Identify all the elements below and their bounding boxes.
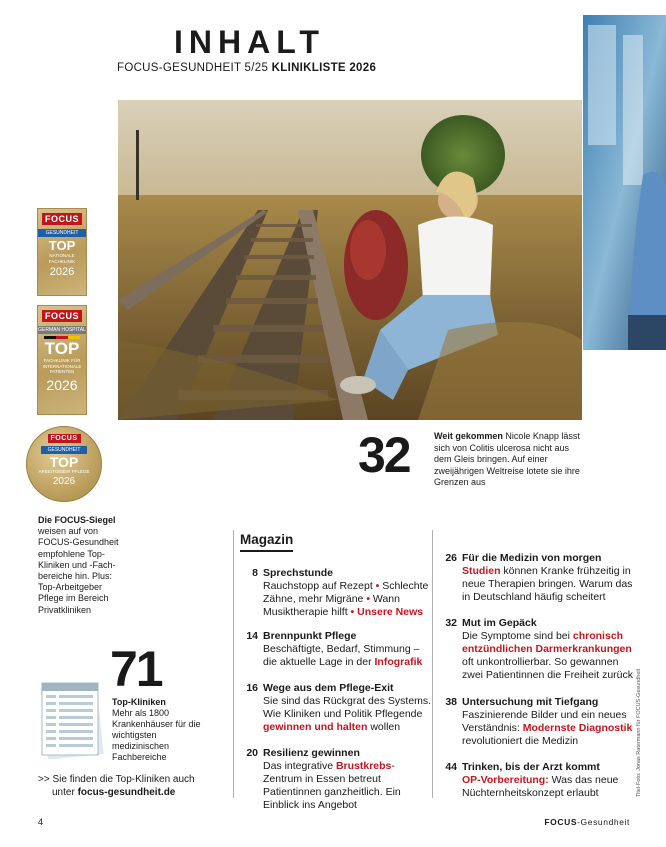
badge-text: ARBEITGEBER PFLEGE bbox=[38, 469, 90, 474]
bullet: • bbox=[350, 606, 355, 618]
toc-text: wollen bbox=[367, 721, 401, 733]
toc-title: Untersuchung mit Tiefgang bbox=[462, 696, 599, 708]
toc-highlight: OP-Vorbereitung: bbox=[462, 774, 549, 786]
badge-ribbon: GERMAN HOSPITAL bbox=[38, 327, 86, 333]
toc-title: Resilienz gewinnen bbox=[263, 747, 360, 759]
toc-title: Für die Medizin von morgen bbox=[462, 552, 602, 564]
toc-text: oft unkontrollierbar. So gewannen zwei Patientinnen die Freiheit zurück bbox=[462, 656, 634, 681]
toc-title: Wege aus dem Pflege-Exit bbox=[263, 682, 394, 694]
toc-text: Sie sind das Rückgrat des Systems. Wie Kliniken und Politik Pflegende bbox=[263, 695, 432, 720]
toc-title: Sprechstunde bbox=[263, 567, 334, 579]
toc-text: Rauchstopp auf Rezept bbox=[263, 580, 376, 592]
toc-item[interactable] bbox=[236, 630, 433, 669]
focus-logo: FOCUS bbox=[42, 213, 82, 225]
toc-title: Mut im Gepäck bbox=[462, 617, 537, 629]
siegel-text: weisen auf von FOCUS-Gesundheit empfohlene Top-Kliniken und -Fachbereiche hin. Plus: Top-Arbeitgeber Pflege im Bereich Privatkliniken bbox=[38, 526, 119, 615]
bullet: • bbox=[366, 593, 370, 605]
kliniken-note bbox=[112, 697, 212, 763]
toc-text: Faszinierende Bilder und ein neues Verständnis: bbox=[462, 709, 627, 734]
badge-top: TOP bbox=[48, 238, 76, 253]
toc-page: 38 bbox=[445, 696, 457, 708]
toc-item[interactable] bbox=[236, 747, 433, 812]
badge-year: 2026 bbox=[52, 475, 76, 487]
badge-ribbon: GESUNDHEIT bbox=[38, 229, 86, 237]
toc-page: 20 bbox=[246, 747, 258, 759]
toc-item[interactable] bbox=[435, 617, 637, 682]
toc-text: Wann Musiktherapie hilft bbox=[263, 593, 400, 618]
badge-ribbon: GESUNDHEIT bbox=[41, 446, 87, 454]
badge-international-patients bbox=[37, 305, 87, 415]
website-hint bbox=[38, 773, 228, 799]
story-teaser bbox=[434, 431, 584, 489]
badge-top: TOP bbox=[44, 339, 80, 358]
kliniken-page-number: 71 bbox=[110, 641, 162, 697]
kliniken-text: Mehr als 1800 Krankenhäuser für die wichtigsten medizinischen Fachbereiche bbox=[112, 708, 201, 762]
toc-highlight: Infografik bbox=[374, 656, 423, 668]
website-link[interactable]: focus-gesundheit.de bbox=[77, 787, 176, 798]
magazin-heading: Magazin bbox=[240, 532, 293, 552]
kliniken-lead: Top-Kliniken bbox=[112, 697, 166, 707]
badge-top-arbeitgeber bbox=[26, 426, 102, 502]
toc-text: Schlechte Zähne, mehr Migräne bbox=[263, 580, 429, 605]
toc-highlight: gewinnen und halten bbox=[263, 721, 368, 733]
bullet: • bbox=[375, 580, 380, 592]
toc-page: 26 bbox=[445, 552, 457, 564]
toc-page: 32 bbox=[445, 617, 457, 629]
focus-logo: FOCUS bbox=[48, 434, 81, 443]
badge-text: FACHKLINIK FÜR INTERNATIONALE PATIENTEN bbox=[42, 358, 82, 374]
badge-top: TOP bbox=[49, 454, 79, 470]
story-text: Nicole Knapp lässt sich von Colitis ulcerosa nicht aus dem Gleis bringen. Auf einer zweijährigen Weltreise lotete sie ihre Grenzen aus bbox=[434, 431, 580, 487]
side-photo bbox=[583, 15, 666, 350]
toc-item[interactable] bbox=[236, 567, 433, 619]
footer-brand-suffix: -Gesundheit bbox=[577, 817, 630, 827]
story-headline: Weit gekommen bbox=[434, 431, 503, 441]
page-number: 4 bbox=[38, 817, 44, 827]
toc-highlight: Unsere News bbox=[354, 606, 424, 618]
toc-item[interactable] bbox=[435, 696, 637, 748]
badge-year: 2026 bbox=[46, 376, 78, 393]
issue-line bbox=[117, 62, 376, 74]
toc-title: Trinken, bis der Arzt kommt bbox=[462, 761, 600, 773]
toc-page: 44 bbox=[445, 761, 457, 773]
story-page-number: 32 bbox=[358, 427, 410, 483]
cover-photo bbox=[118, 100, 582, 420]
toc-text: Beschäftigte, Bedarf, Stimmung – die aktuelle Lage in der bbox=[263, 643, 420, 668]
badge-nationale-fachklinik bbox=[37, 208, 87, 296]
toc-page: 16 bbox=[246, 682, 258, 694]
badge-text: NATIONALE FACHKLINIK bbox=[48, 253, 76, 264]
website-hint-text: >> Sie finden die Top-Kliniken auch bbox=[38, 774, 195, 785]
siegel-note bbox=[38, 515, 124, 616]
toc-text: Das integrative bbox=[263, 760, 336, 772]
toc-text: können Kranke frühzeitig in neue Therapien bringen. Warum das in Deutschland häufig scheitert bbox=[462, 565, 633, 603]
toc-page: 8 bbox=[252, 567, 258, 579]
toc-text: Die Symptome sind bei bbox=[462, 630, 573, 642]
toc-text: Was das neue Nüchternheitskonzept erlaubt bbox=[462, 774, 619, 799]
badge-year: 2026 bbox=[49, 266, 75, 278]
website-hint-prefix: unter bbox=[52, 787, 75, 798]
column-divider-left bbox=[233, 530, 234, 798]
footer-brand-name: FOCUS bbox=[544, 817, 578, 827]
photo-credit: Titel-Foto: Jonas Ratermann für FOCUS-Gesundheit bbox=[636, 668, 642, 797]
section-label: KLINIKLISTE 2026 bbox=[271, 62, 377, 74]
toc-text: -Zentrum in Essen betreut Patientinnen ganzheitlich. Ein Einblick ins Angebot bbox=[263, 760, 401, 811]
issue-label: FOCUS-GESUNDHEIT 5/25 bbox=[117, 62, 269, 74]
page-title: INHALT bbox=[174, 24, 325, 60]
clinic-list-icon bbox=[40, 679, 104, 759]
toc-page: 14 bbox=[246, 630, 258, 642]
toc-title: Brennpunkt Pflege bbox=[263, 630, 357, 642]
footer-brand bbox=[544, 817, 630, 827]
toc-highlight: Brustkrebs bbox=[335, 760, 392, 772]
siegel-lead: Die FOCUS-Siegel bbox=[38, 515, 116, 525]
toc-text: revolutioniert die Medizin bbox=[462, 735, 579, 747]
focus-logo: FOCUS bbox=[42, 310, 82, 322]
toc-item[interactable] bbox=[435, 552, 637, 604]
toc-highlight: Modernste Diagnostik bbox=[522, 722, 633, 734]
toc-highlight: Studien bbox=[462, 565, 501, 577]
toc-item[interactable] bbox=[236, 682, 433, 734]
toc-item[interactable] bbox=[435, 761, 637, 800]
toc-highlight: chronisch entzündlichen Darmerkrankungen bbox=[462, 630, 632, 655]
